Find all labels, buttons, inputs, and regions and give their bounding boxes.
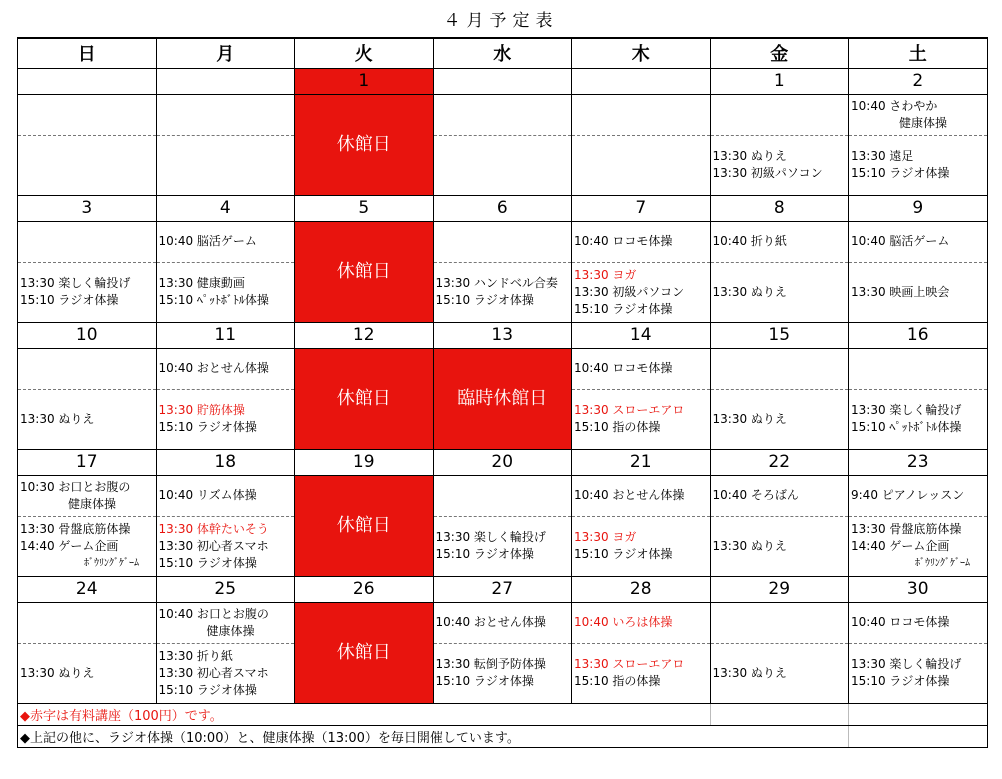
schedule-item: 13:30 初心者スマホ bbox=[158, 538, 269, 553]
morning-schedule bbox=[849, 475, 988, 516]
schedule-item: 13:30 健康動画 bbox=[158, 276, 245, 290]
date-number: 5 bbox=[295, 195, 434, 221]
temporary-closed-day: 臨時休館日 bbox=[433, 348, 572, 449]
morning-schedule bbox=[572, 221, 711, 262]
afternoon-schedule bbox=[156, 516, 295, 576]
date-number: 16 bbox=[849, 322, 988, 348]
date-number: 12 bbox=[295, 322, 434, 348]
afternoon-schedule bbox=[156, 135, 295, 195]
morning-schedule bbox=[18, 94, 157, 135]
morning-schedule bbox=[18, 348, 157, 389]
date-number: 28 bbox=[572, 576, 711, 602]
week-date-row bbox=[18, 195, 988, 221]
schedule-item: 10:40 さわやか bbox=[851, 98, 938, 113]
schedule-item: 13:30 楽しく輪投げ bbox=[435, 530, 546, 544]
schedule-item: 15:10 指の体操 bbox=[574, 674, 661, 688]
week-morning-row bbox=[18, 602, 988, 643]
week-afternoon-row bbox=[18, 262, 988, 322]
date-number: 11 bbox=[156, 322, 295, 348]
date-number bbox=[18, 68, 157, 94]
date-number: 9 bbox=[849, 195, 988, 221]
schedule-item: 15:10 ラジオ体操 bbox=[574, 547, 673, 561]
schedule-item: 13:30 初級パソコン bbox=[574, 284, 685, 299]
schedule-item: 10:30 お口とお腹の bbox=[20, 479, 131, 494]
date-number: 18 bbox=[156, 449, 295, 475]
paid-note bbox=[18, 703, 711, 725]
weekday-sun: 日 bbox=[18, 38, 157, 68]
morning-schedule bbox=[572, 94, 711, 135]
afternoon-schedule bbox=[433, 135, 572, 195]
morning-schedule bbox=[156, 475, 295, 516]
schedule-item: 15:10 ラジオ体操 bbox=[435, 293, 534, 307]
schedule-item: 9:40 ピアノレッスン bbox=[851, 488, 965, 502]
weekday-sat: 土 bbox=[849, 38, 988, 68]
schedule-item: 15:10 ラジオ体操 bbox=[435, 674, 534, 688]
afternoon-schedule bbox=[156, 643, 295, 703]
afternoon-schedule bbox=[572, 135, 711, 195]
afternoon-schedule bbox=[572, 262, 711, 322]
schedule-item: 15:10 ラジオ体操 bbox=[574, 301, 673, 316]
week-morning-row bbox=[18, 475, 988, 516]
schedule-item: 健康体操 bbox=[899, 115, 948, 130]
afternoon-schedule bbox=[710, 262, 849, 322]
schedule-item: 10:40 おとせん体操 bbox=[158, 361, 269, 375]
afternoon-schedule bbox=[710, 389, 849, 449]
schedule-item: 13:30 ハンドベル合奏 bbox=[435, 276, 558, 290]
date-number: 1 bbox=[295, 68, 434, 94]
afternoon-schedule bbox=[156, 389, 295, 449]
schedule-item: 15:10 ラジオ体操 bbox=[158, 420, 257, 434]
closed-day: 休館日 bbox=[295, 475, 434, 576]
schedule-item: 10:40 お口とお腹の bbox=[158, 606, 269, 621]
date-number bbox=[156, 68, 295, 94]
date-number: 24 bbox=[18, 576, 157, 602]
morning-schedule bbox=[433, 221, 572, 262]
schedule-item: 13:30 スローエアロ bbox=[574, 657, 685, 671]
schedule-item: 13:30 ぬりえ bbox=[712, 538, 787, 553]
afternoon-schedule bbox=[18, 389, 157, 449]
date-number: 10 bbox=[18, 322, 157, 348]
afternoon-schedule bbox=[849, 262, 988, 322]
schedule-item: 10:40 おとせん体操 bbox=[574, 488, 685, 502]
weekday-fri: 金 bbox=[710, 38, 849, 68]
date-number: 2 bbox=[849, 68, 988, 94]
week-date-row bbox=[18, 449, 988, 475]
date-number: 26 bbox=[295, 576, 434, 602]
afternoon-schedule bbox=[18, 643, 157, 703]
note-empty-cell bbox=[849, 703, 988, 725]
schedule-item: 13:30 折り紙 bbox=[158, 648, 233, 663]
schedule-item: 13:30 楽しく輪投げ bbox=[851, 403, 962, 417]
afternoon-schedule bbox=[433, 643, 572, 703]
schedule-item: 13:30 骨盤底筋体操 bbox=[851, 521, 962, 536]
afternoon-schedule bbox=[18, 262, 157, 322]
schedule-item: 13:30 ぬりえ bbox=[712, 411, 787, 426]
schedule-item: 健康体操 bbox=[206, 623, 255, 638]
weekday-wed: 水 bbox=[433, 38, 572, 68]
schedule-item: 13:30 初級パソコン bbox=[712, 166, 823, 180]
schedule-item: 10:40 おとせん体操 bbox=[435, 615, 546, 629]
afternoon-schedule bbox=[572, 389, 711, 449]
morning-schedule bbox=[849, 221, 988, 262]
schedule-item: 13:30 初心者スマホ bbox=[158, 665, 269, 680]
schedule-item: ﾎﾞｳﾘﾝｸﾞｹﾞｰﾑ bbox=[915, 557, 970, 569]
afternoon-schedule bbox=[710, 643, 849, 703]
afternoon-schedule bbox=[572, 643, 711, 703]
morning-schedule bbox=[18, 475, 157, 516]
afternoon-schedule bbox=[849, 643, 988, 703]
schedule-item: 13:30 楽しく輪投げ bbox=[851, 657, 962, 671]
schedule-item: 10:40 いろは体操 bbox=[574, 615, 673, 629]
morning-schedule bbox=[849, 348, 988, 389]
note-row-daily bbox=[18, 725, 988, 747]
week-morning-row bbox=[18, 348, 988, 389]
schedule-item: 15:10 ラジオ体操 bbox=[435, 547, 534, 561]
schedule-item: 10:40 リズム体操 bbox=[158, 488, 257, 502]
date-number: 27 bbox=[433, 576, 572, 602]
schedule-item: 13:30 ヨガ bbox=[574, 530, 637, 544]
date-number bbox=[433, 68, 572, 94]
note-row-paid bbox=[18, 703, 988, 725]
morning-schedule bbox=[572, 602, 711, 643]
date-number: 22 bbox=[710, 449, 849, 475]
afternoon-schedule bbox=[18, 135, 157, 195]
week-afternoon-row bbox=[18, 135, 988, 195]
schedule-item: 10:40 ロコモ体操 bbox=[851, 615, 950, 629]
afternoon-schedule bbox=[710, 516, 849, 576]
schedule-item: 15:10 ラジオ体操 bbox=[20, 293, 119, 307]
schedule-item: 10:40 脳活ゲーム bbox=[851, 234, 950, 248]
daily-note bbox=[18, 725, 849, 747]
morning-schedule bbox=[156, 221, 295, 262]
date-number: 30 bbox=[849, 576, 988, 602]
week-date-row bbox=[18, 576, 988, 602]
afternoon-schedule bbox=[18, 516, 157, 576]
date-number: 7 bbox=[572, 195, 711, 221]
morning-schedule bbox=[156, 602, 295, 643]
morning-schedule bbox=[156, 94, 295, 135]
schedule-item: 13:30 ぬりえ bbox=[20, 411, 95, 426]
week-date-row bbox=[18, 68, 988, 94]
morning-schedule bbox=[18, 602, 157, 643]
morning-schedule bbox=[18, 221, 157, 262]
schedule-item: 健康体操 bbox=[68, 496, 117, 511]
note-empty-cell bbox=[849, 725, 988, 747]
calendar-table bbox=[17, 37, 988, 748]
page-title: ４月予定表 bbox=[443, 11, 559, 31]
schedule-item: 15:10 ﾍﾟｯﾄﾎﾞﾄﾙ体操 bbox=[158, 293, 269, 307]
schedule-item: 13:30 映画上映会 bbox=[851, 284, 950, 299]
morning-schedule bbox=[710, 221, 849, 262]
week-morning-row bbox=[18, 221, 988, 262]
schedule-item: 13:30 体幹たいそう bbox=[158, 521, 269, 536]
schedule-item: 13:30 貯筋体操 bbox=[158, 403, 245, 417]
week-afternoon-row bbox=[18, 643, 988, 703]
date-number: 19 bbox=[295, 449, 434, 475]
schedule-item: 13:30 ぬりえ bbox=[712, 149, 787, 163]
schedule-item: 13:30 ぬりえ bbox=[712, 665, 787, 680]
date-number: 29 bbox=[710, 576, 849, 602]
schedule-item: 10:40 そろばん bbox=[712, 488, 799, 502]
schedule-item: 13:30 楽しく輪投げ bbox=[20, 276, 131, 290]
closed-day: 休館日 bbox=[295, 602, 434, 703]
schedule-item: 10:40 脳活ゲーム bbox=[158, 234, 257, 248]
date-number: 14 bbox=[572, 322, 711, 348]
schedule-item: 15:10 指の体操 bbox=[574, 420, 661, 434]
weekday-thu: 木 bbox=[572, 38, 711, 68]
date-number: 25 bbox=[156, 576, 295, 602]
schedule-item: 10:40 ロコモ体操 bbox=[574, 361, 673, 375]
schedule-item: 14:40 ゲーム企画 bbox=[851, 538, 950, 553]
schedule-item: 15:10 ラジオ体操 bbox=[158, 682, 257, 697]
week-date-row bbox=[18, 322, 988, 348]
closed-day: 休館日 bbox=[295, 348, 434, 449]
paid-note-text: ◆赤字は有料講座（100円）です。 bbox=[20, 708, 223, 724]
morning-schedule bbox=[710, 602, 849, 643]
schedule-item: 13:30 骨盤底筋体操 bbox=[20, 521, 131, 536]
weekday-tue: 火 bbox=[295, 38, 434, 68]
morning-schedule bbox=[710, 475, 849, 516]
date-number: 6 bbox=[433, 195, 572, 221]
schedule-item: 10:40 ロコモ体操 bbox=[574, 234, 673, 248]
date-number: 17 bbox=[18, 449, 157, 475]
afternoon-schedule bbox=[849, 389, 988, 449]
morning-schedule bbox=[156, 348, 295, 389]
schedule-item: 15:10 ラジオ体操 bbox=[851, 166, 950, 180]
date-number: 1 bbox=[710, 68, 849, 94]
week-morning-row bbox=[18, 94, 988, 135]
date-number: 23 bbox=[849, 449, 988, 475]
date-number bbox=[572, 68, 711, 94]
daily-note-text: ◆上記の他に、ラジオ体操（10:00）と、健康体操（13:00）を毎日開催しています。 bbox=[20, 730, 520, 746]
week-afternoon-row bbox=[18, 516, 988, 576]
morning-schedule bbox=[433, 602, 572, 643]
schedule-item: ﾎﾞｳﾘﾝｸﾞｹﾞｰﾑ bbox=[84, 557, 139, 569]
schedule-item: 13:30 遠足 bbox=[851, 149, 914, 163]
schedule-item: 14:40 ゲーム企画 bbox=[20, 538, 119, 553]
afternoon-schedule bbox=[156, 262, 295, 322]
date-number: 8 bbox=[710, 195, 849, 221]
date-number: 3 bbox=[18, 195, 157, 221]
schedule-item: 10:40 折り紙 bbox=[712, 234, 787, 248]
schedule-item: 13:30 ぬりえ bbox=[712, 284, 787, 299]
morning-schedule bbox=[710, 94, 849, 135]
afternoon-schedule bbox=[433, 516, 572, 576]
schedule-item: 13:30 ヨガ bbox=[574, 267, 637, 282]
date-number: 13 bbox=[433, 322, 572, 348]
morning-schedule bbox=[849, 602, 988, 643]
morning-schedule bbox=[433, 475, 572, 516]
weekday-mon: 月 bbox=[156, 38, 295, 68]
afternoon-schedule bbox=[433, 262, 572, 322]
morning-schedule bbox=[572, 348, 711, 389]
schedule-item: 15:10 ラジオ体操 bbox=[158, 555, 257, 570]
morning-schedule bbox=[433, 94, 572, 135]
date-number: 15 bbox=[710, 322, 849, 348]
date-number: 20 bbox=[433, 449, 572, 475]
afternoon-schedule bbox=[572, 516, 711, 576]
schedule-item: 13:30 ぬりえ bbox=[20, 665, 95, 680]
schedule-item: 13:30 スローエアロ bbox=[574, 403, 685, 417]
schedule-item: 15:10 ラジオ体操 bbox=[851, 674, 950, 688]
morning-schedule bbox=[849, 94, 988, 135]
closed-day: 休館日 bbox=[295, 94, 434, 195]
closed-day: 休館日 bbox=[295, 221, 434, 322]
afternoon-schedule bbox=[849, 516, 988, 576]
afternoon-schedule bbox=[849, 135, 988, 195]
date-number: 21 bbox=[572, 449, 711, 475]
date-number: 4 bbox=[156, 195, 295, 221]
schedule-item: 15:10 ﾍﾟｯﾄﾎﾞﾄﾙ体操 bbox=[851, 420, 962, 434]
morning-schedule bbox=[710, 348, 849, 389]
note-empty-cell bbox=[710, 703, 849, 725]
afternoon-schedule bbox=[710, 135, 849, 195]
weekday-header-row bbox=[18, 38, 988, 68]
schedule-item: 13:30 転倒予防体操 bbox=[435, 657, 546, 671]
morning-schedule bbox=[572, 475, 711, 516]
